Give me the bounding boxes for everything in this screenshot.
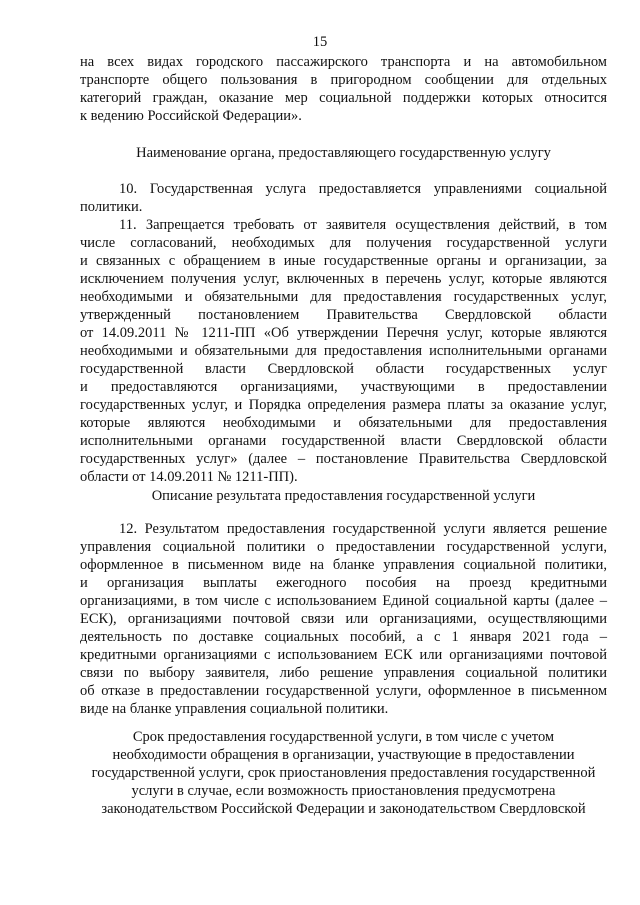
text-line: организациями, в том числе с использованием Единой социальной карты (далее – [80,593,607,609]
section-authority-body [80,180,607,486]
heading-text: Срок предоставления государственной услуги, в том числе с учетом [132,729,555,745]
text-line: виде на бланке управления социальной политики. [80,701,389,717]
text-line: государственной власти Свердловской области государственных услуг [80,361,607,377]
text-line: и организация выплаты ежегодного пособия на проезд кредитными [80,575,607,591]
section-result-body [80,520,607,718]
text-line: ЕСК), организациями почтовой связи или организациями, осуществляющими [80,611,607,627]
intro-paragraph [80,53,607,125]
text-line: политики. [80,199,143,215]
text-line: государственных услуг, и Порядка определения размера платы за оказание услуг, [80,397,607,413]
heading-text: законодательством Российской Федерации и законодательством Свердловской [101,801,586,817]
text-line: государственных услуг» (далее – постановление Правительства Свердловской [80,451,607,467]
text-line: необходимыми и обязательными для предоставления исполнительными органами [80,343,607,359]
heading-text: государственной услуги, срок приостановления предоставления государственной [91,765,596,781]
text-line: на всех видах городского пассажирского транспорта и на автомобильном [80,54,607,70]
text-line: и предоставляются организациями, участвующими в предоставлении [80,379,607,395]
section-heading-term [80,728,607,818]
heading-text: Описание результата предоставления государственной услуги [151,488,536,504]
text-line: 10. Государственная услуга предоставляется управлениями социальной [119,181,607,197]
text-line: кредитными организациями с использованием ЕСК или организациями почтовой [80,647,607,663]
text-line: категорий граждан, оказание мер социальной поддержки которых относится [80,90,607,106]
heading-text: необходимости обращения в организации, участвующие в предоставлении [112,747,575,763]
text-line: необходимыми и обязательными для предоставления государственных услуг, [80,289,607,305]
page-number: 15 [312,34,328,50]
text-line: к ведению Российской Федерации». [80,108,302,124]
text-line: исключением получения услуг, включенных в перечень услуг, которые являются [80,271,607,287]
text-line: деятельность по доставке социальных пособий, а с 1 января 2021 года – [80,629,607,645]
text-line: связи по выбору заявителя, либо решение управления социальной политики [80,665,607,681]
text-line: 11. Запрещается требовать от заявителя осуществления действий, в том [119,217,607,233]
text-line: числе согласований, необходимых для получения государственной услуги [80,235,607,251]
section-heading-result [80,487,607,505]
heading-text: Наименование органа, предоставляющего государственную услугу [136,145,551,161]
text-line: 12. Результатом предоставления государственной услуги является решение [119,521,607,537]
text-line: управления социальной политики о предоставлении государственной услуги, [80,539,607,555]
text-line: области от 14.09.2011 № 1211-ПП). [80,469,298,485]
text-line: транспорте общего пользования в пригородном сообщении для отдельных [80,72,607,88]
text-line: которые являются необходимыми и обязательными для предоставления [80,415,607,431]
section-heading-authority [80,144,607,162]
text-line: об отказе в предоставлении государственной услуги, оформленное в письменном [80,683,607,699]
text-line: оформленное в письменном виде на бланке управления социальной политики, [80,557,607,573]
text-line: от 14.09.2011 № 1211-ПП «Об утверждении Перечня услуг, которые являются [80,325,607,341]
text-line: и связанных с обращением в иные государственные органы и организации, за [80,253,607,269]
heading-text: услуги в случае, если возможность приостановления предусмотрена [131,783,556,799]
text-line: утвержденный постановлением Правительства Свердловской области [80,307,607,323]
text-line: исполнительными органами государственной власти Свердловской области [80,433,607,449]
